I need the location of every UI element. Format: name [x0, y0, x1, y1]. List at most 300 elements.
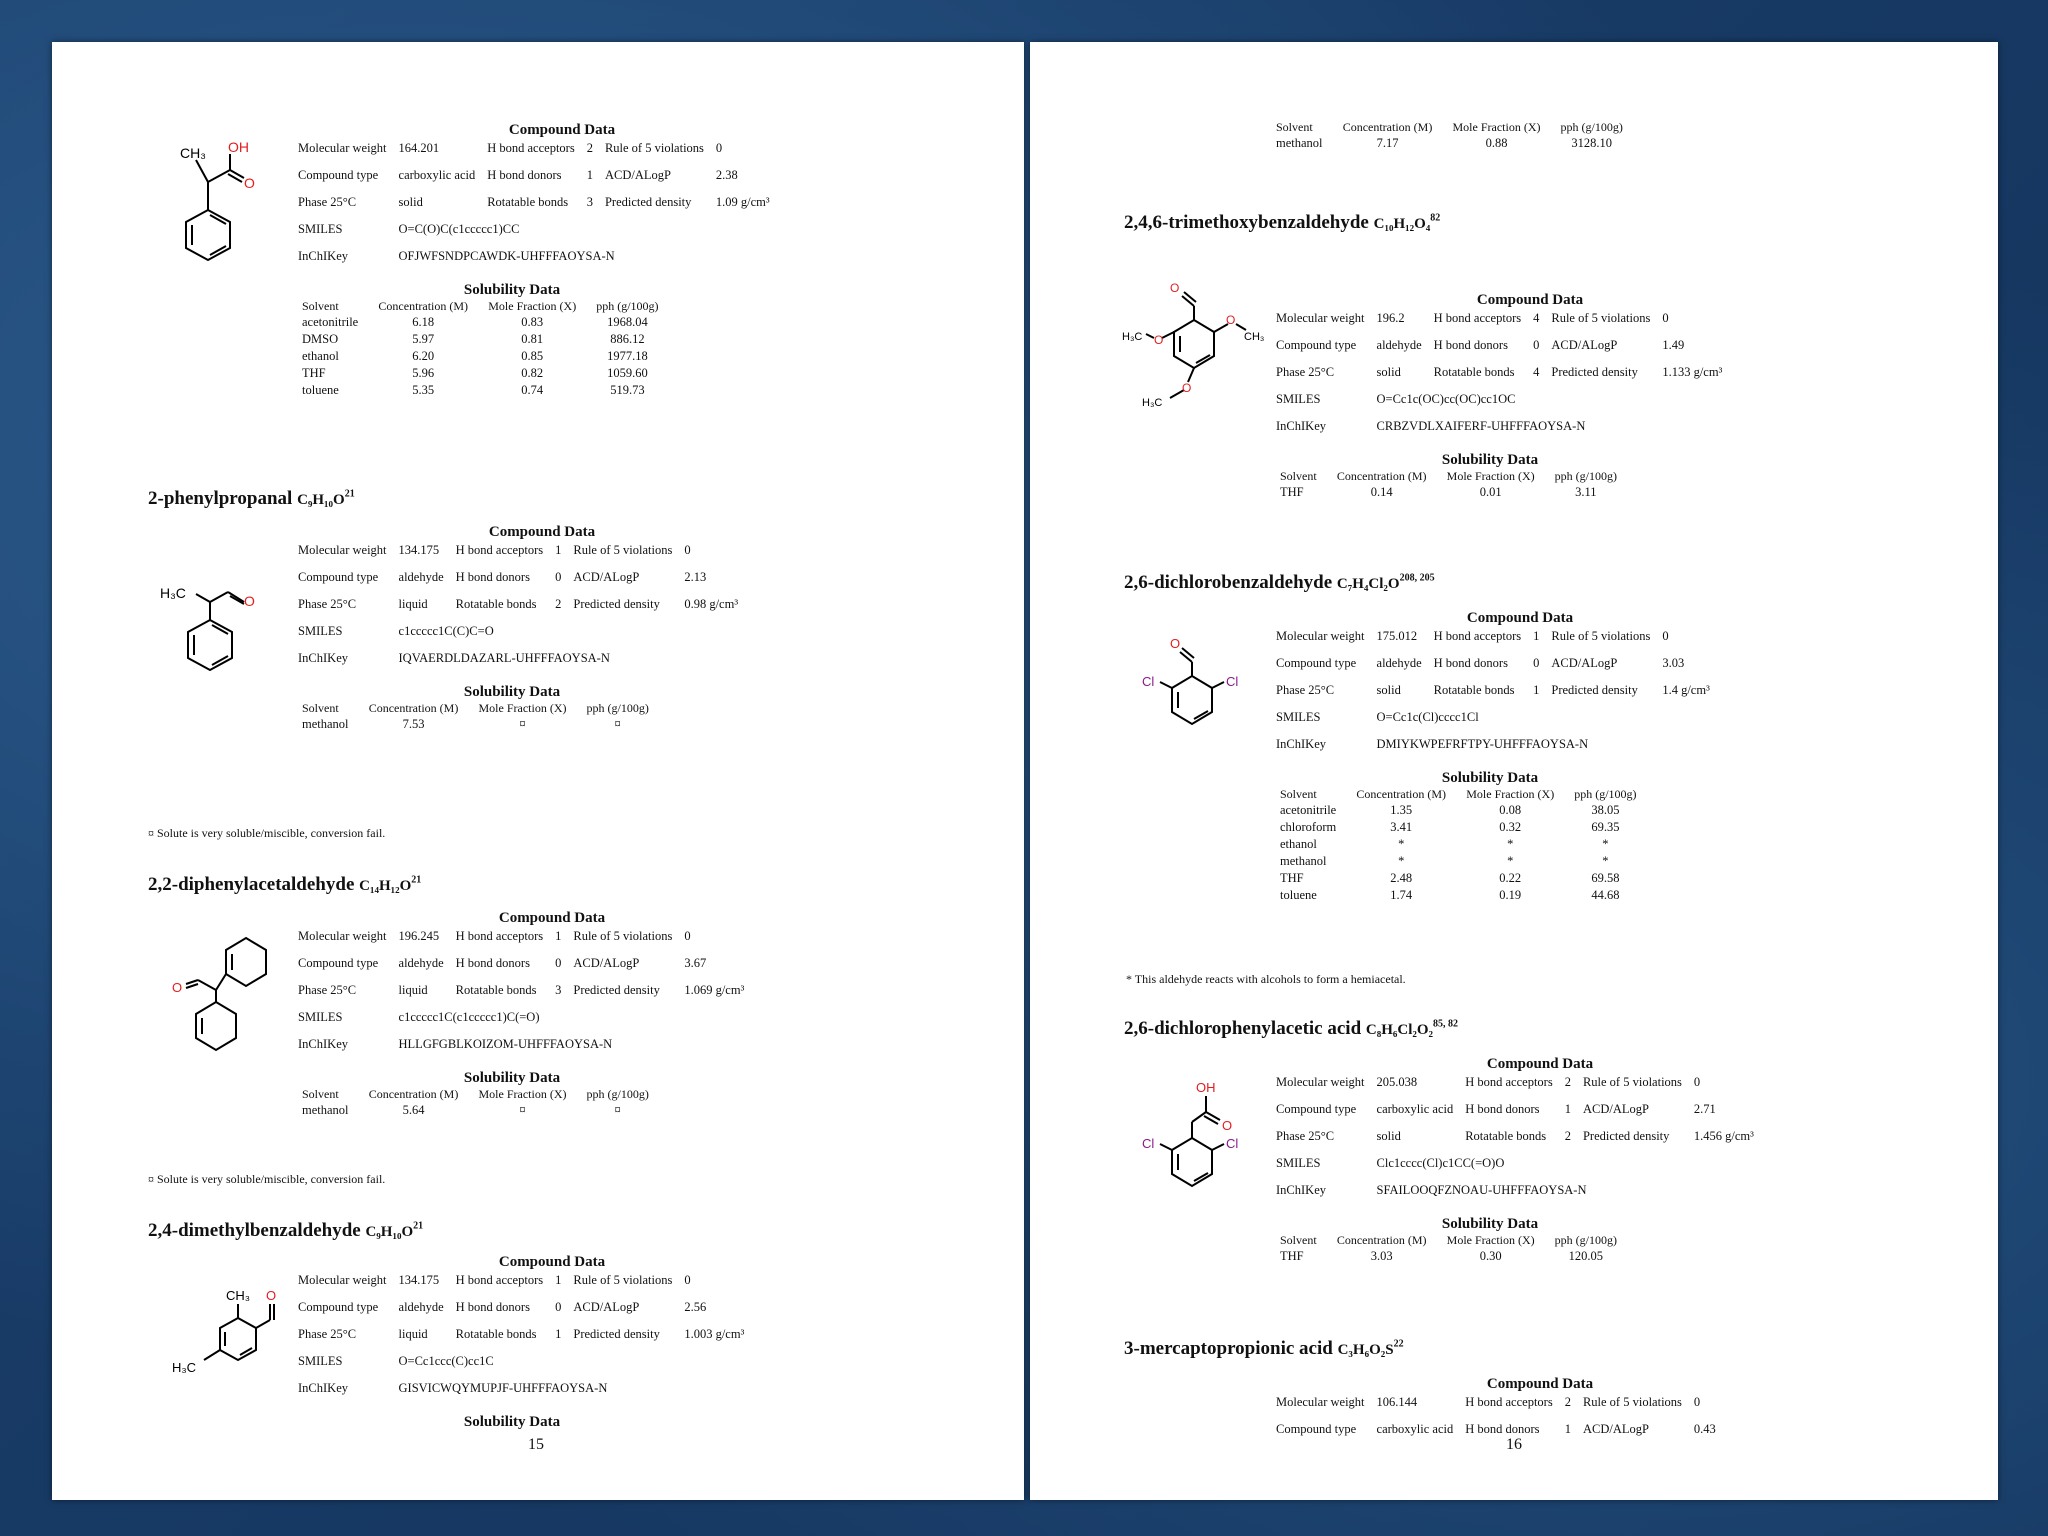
cell: 1: [555, 929, 562, 943]
o-label: O: [1170, 636, 1181, 651]
compound-entry-2-6-dichlorophenylacetic-acid: [1270, 1056, 1890, 1265]
structure-2-phenylbutanoic-acid: [170, 130, 290, 320]
o-label: O: [1154, 333, 1164, 347]
table-row: [292, 927, 750, 954]
cell: THF: [302, 366, 326, 380]
table-row: [1270, 1100, 1760, 1127]
h3c-label: H₃C: [160, 585, 186, 601]
cell: 3.03: [1370, 1249, 1393, 1263]
col-header: pph (g/100g): [1560, 120, 1623, 134]
solubility-data-title: Solubility Data: [1441, 1216, 1539, 1232]
cell: THF: [1280, 1249, 1304, 1263]
cl-label: Cl: [1142, 674, 1155, 689]
cell: Phase 25°C: [1276, 365, 1335, 379]
cell: ¤: [519, 1103, 526, 1117]
compound-entry-0: [292, 122, 912, 399]
cell: Rule of 5 violations: [573, 929, 673, 943]
formula: C₉H₁₀O: [297, 492, 345, 508]
table-row: [1270, 336, 1728, 363]
table-row: [292, 568, 744, 595]
cell: Molecular weight: [298, 1273, 387, 1287]
cell: 0: [1533, 338, 1540, 352]
cell: solid: [398, 195, 423, 209]
cell: Predicted density: [1551, 683, 1638, 697]
col-header: Mole Fraction (X): [478, 1087, 567, 1101]
table-row: [1270, 802, 1647, 819]
cell: 4: [1533, 365, 1540, 379]
solubility-data-title: Solubility Data: [463, 1070, 561, 1086]
col-header: pph (g/100g): [1554, 469, 1617, 483]
col-header: Mole Fraction (X): [1466, 787, 1555, 801]
table-row: [292, 1102, 659, 1119]
solubility-table: [292, 299, 669, 399]
o-label: O: [1182, 381, 1192, 395]
cell: 2.38: [715, 168, 738, 182]
cell: ethanol: [1280, 837, 1317, 851]
cell: 3.11: [1575, 485, 1597, 499]
col-header: Concentration (M): [378, 299, 469, 313]
h3c-label: H₃C: [1142, 397, 1163, 409]
compound-data-table: [1270, 1393, 1722, 1447]
solubility-continuation: [1266, 120, 1633, 152]
cell: methanol: [1276, 136, 1323, 150]
cell: 3.03: [1662, 656, 1685, 670]
cell: aldehyde: [1376, 656, 1422, 670]
cell: 3.41: [1390, 820, 1413, 834]
cell: ¤: [519, 717, 526, 731]
reference: 21: [344, 488, 355, 500]
cell: 0.14: [1370, 485, 1393, 499]
formula: C₁₀H₁₂O₄: [1373, 216, 1431, 232]
cell: ACD/ALogP: [573, 1300, 640, 1314]
cell: 5.35: [412, 383, 435, 397]
cell: 0.19: [1499, 888, 1522, 902]
cell: 0: [1662, 311, 1669, 325]
compound-data-table: [1270, 1073, 1760, 1208]
table-row: [292, 1352, 750, 1379]
compound-data-title: Compound Data: [1476, 292, 1584, 308]
cell: Rule of 5 violations: [573, 543, 673, 557]
compound-entry-2-2-diphenylacetaldehyde: [292, 910, 912, 1119]
table-row: [1270, 853, 1647, 870]
cell: Rotatable bonds: [455, 983, 537, 997]
cell: InChIKey: [1276, 1183, 1326, 1197]
compound-title: [1124, 212, 1440, 234]
cell: 7.17: [1376, 136, 1399, 150]
table-row: [1270, 681, 1716, 708]
table-header: [292, 299, 669, 314]
cell: 1: [1564, 1102, 1571, 1116]
formula: C₇H₄Cl₂O: [1336, 576, 1400, 592]
table-row: [1270, 654, 1716, 681]
cell: 106.144: [1376, 1395, 1418, 1409]
inchikey-value: GISVICWQYMUPJF-UHFFFAOYSA-N: [398, 1381, 608, 1395]
cell: 2: [1564, 1075, 1571, 1089]
cell: H bond donors: [1465, 1102, 1540, 1116]
table-row: [292, 954, 750, 981]
structure-2-6-dichlorophenylacetic-acid: [1130, 1072, 1260, 1202]
smiles-value: Clc1cccc(Cl)c1CC(=O)O: [1376, 1156, 1505, 1170]
compound-title: [1124, 1338, 1404, 1360]
cell: 0.82: [521, 366, 544, 380]
cell: 1: [555, 543, 562, 557]
cell: ACD/ALogP: [604, 168, 671, 182]
col-header: Concentration (M): [368, 1087, 459, 1101]
table-header: [1270, 469, 1627, 484]
cell: 0: [1662, 629, 1669, 643]
cell: 3: [586, 195, 593, 209]
cell: *: [1507, 837, 1514, 851]
cell: Molecular weight: [1276, 1075, 1365, 1089]
table-row: [1270, 1154, 1760, 1181]
compound-data-title: Compound Data: [1466, 610, 1574, 626]
table-row: [292, 1035, 750, 1062]
cell: *: [1398, 837, 1405, 851]
cell: liquid: [398, 597, 428, 611]
cell: ACD/ALogP: [573, 956, 640, 970]
cell: 0: [555, 1300, 562, 1314]
document-page-15: [52, 42, 1024, 1500]
table-row: [292, 595, 744, 622]
cell: H bond donors: [1465, 1422, 1540, 1436]
cell: Compound type: [298, 1300, 379, 1314]
cell: 0.81: [521, 332, 544, 346]
compound-data-title: Compound Data: [498, 1254, 606, 1270]
compound-name: 2,4,6-trimethoxybenzaldehyde: [1124, 212, 1369, 233]
table-row: [292, 193, 776, 220]
cell: 0.30: [1479, 1249, 1502, 1263]
cell: solid: [1376, 365, 1401, 379]
solubility-table: [1266, 120, 1633, 152]
structure-2-4-6-trimethoxybenzaldehyde: [1122, 272, 1272, 432]
cell: 0.88: [1485, 136, 1508, 150]
smiles-value: O=Cc1ccc(C)cc1C: [398, 1354, 494, 1368]
reference: 21: [411, 874, 422, 886]
cell: Rotatable bonds: [1465, 1129, 1547, 1143]
table-header: [292, 1087, 659, 1102]
cell: 0: [555, 570, 562, 584]
cell: H bond donors: [455, 956, 530, 970]
cell: 0.85: [521, 349, 544, 363]
cell: 0: [715, 141, 723, 155]
cell: carboxylic acid: [398, 168, 476, 182]
cell: Rotatable bonds: [487, 195, 569, 209]
table-row: [292, 1325, 750, 1352]
cell: 120.05: [1568, 1249, 1603, 1263]
compound-data-table: [292, 139, 776, 274]
cell: 134.175: [398, 543, 440, 557]
cell: Rule of 5 violations: [604, 141, 704, 155]
oh-label: OH: [228, 139, 249, 155]
structure-2-phenylpropanal: [152, 580, 292, 705]
cell: H bond acceptors: [1465, 1395, 1553, 1409]
reference: 21: [413, 1220, 424, 1232]
smiles-value: O=Cc1c(Cl)cccc1Cl: [1376, 710, 1479, 724]
formula: C₁₄H₁₂O: [359, 878, 412, 894]
cell: Compound type: [298, 956, 379, 970]
cell: 44.68: [1591, 888, 1620, 902]
solubility-table: [1270, 469, 1627, 501]
cell: 38.05: [1591, 803, 1620, 817]
table-row: [1270, 836, 1647, 853]
solubility-table: [1270, 787, 1647, 904]
cell: 1.003 g/cm³: [684, 1327, 745, 1341]
cell: *: [1602, 837, 1609, 851]
cell: 0.22: [1499, 871, 1522, 885]
table-row: [292, 314, 669, 331]
cell: Predicted density: [604, 195, 692, 209]
reference: 22: [1393, 1338, 1404, 1350]
cell: 1977.18: [607, 349, 648, 363]
cell: 2.48: [1390, 871, 1413, 885]
cell: 1.4 g/cm³: [1662, 683, 1710, 697]
compound-title: [148, 1220, 423, 1242]
table-row: [1270, 363, 1728, 390]
table-header: [1266, 120, 1633, 135]
cell: ACD/ALogP: [1551, 338, 1618, 352]
compound-name: 2,6-dichlorophenylacetic acid: [1124, 1018, 1362, 1039]
cell: Predicted density: [573, 983, 660, 997]
cell: 0: [684, 929, 691, 943]
col-header: pph (g/100g): [596, 299, 659, 313]
cell: 519.73: [610, 383, 645, 397]
compound-name: 2,4-dimethylbenzaldehyde: [148, 1220, 361, 1241]
footnote: ¤ Solute is very soluble/miscible, conversion fail.: [148, 826, 386, 840]
table-row: [292, 247, 776, 274]
cell: 3.67: [684, 956, 707, 970]
cell: Rule of 5 violations: [1582, 1075, 1682, 1089]
table-row: [292, 331, 669, 348]
formula: C₈H₆Cl₂O₂: [1365, 1022, 1434, 1038]
table-row: [1270, 1181, 1760, 1208]
cell: 1: [555, 1273, 562, 1287]
reference: 85, 82: [1433, 1018, 1459, 1030]
cell: Rule of 5 violations: [1551, 311, 1651, 325]
o-label: O: [1226, 313, 1236, 327]
formula: C₃H₆O₂S: [1337, 1342, 1394, 1358]
cell: Compound type: [1276, 656, 1357, 670]
solubility-table: [292, 701, 659, 733]
table-row: [292, 1008, 750, 1035]
solubility-data-title: Solubility Data: [463, 282, 561, 298]
cell: toluene: [302, 383, 339, 397]
cell: 196.2: [1376, 311, 1405, 325]
o-label: O: [244, 175, 255, 191]
col-header: pph (g/100g): [586, 1087, 649, 1101]
compound-name: 2-phenylpropanal: [148, 488, 293, 509]
cell: DMSO: [302, 332, 339, 346]
compound-entry-3-mercaptopropionic-acid: [1270, 1376, 1890, 1447]
solubility-data-title: Solubility Data: [1441, 770, 1539, 786]
cell: 4: [1533, 311, 1540, 325]
cell: H bond donors: [455, 1300, 530, 1314]
oh-label: OH: [1196, 1080, 1216, 1095]
table-header: [1270, 787, 1647, 802]
table-row: [1270, 870, 1647, 887]
cell: Predicted density: [1582, 1129, 1670, 1143]
smiles-value: c1ccccc1C(c1ccccc1)C(=O): [398, 1010, 540, 1024]
h3c-label: H₃C: [1122, 331, 1143, 343]
compound-entry-2-phenylpropanal: [292, 524, 912, 733]
cell: acetonitrile: [302, 315, 359, 329]
compound-data-table: [292, 927, 750, 1062]
cell: 1968.04: [607, 315, 648, 329]
cell: 0.83: [521, 315, 544, 329]
cell: 0: [684, 1273, 691, 1287]
solubility-data-title: Solubility Data: [463, 1414, 561, 1430]
cell: H bond acceptors: [455, 929, 544, 943]
cell: 3: [555, 983, 562, 997]
cell: 205.038: [1376, 1075, 1418, 1089]
cell: 6.20: [412, 349, 435, 363]
compound-data-table: [1270, 627, 1716, 762]
compound-entry-2-4-6-trimethoxybenzaldehyde: [1270, 292, 1890, 501]
compound-data-title: Compound Data: [1486, 1056, 1594, 1072]
solubility-table: [1270, 1233, 1627, 1265]
col-header: Mole Fraction (X): [1452, 120, 1541, 134]
formula: C₉H₁₀O: [365, 1224, 414, 1240]
page-number: 16: [1506, 1436, 1522, 1453]
cell: Phase 25°C: [298, 597, 357, 611]
col-header: Solvent: [302, 299, 339, 313]
cell: 1.49: [1662, 338, 1685, 352]
cell: 1.74: [1390, 888, 1413, 902]
table-row: [292, 622, 744, 649]
cell: 0.98 g/cm³: [684, 597, 739, 611]
footnote: ¤ Solute is very soluble/miscible, conversion fail.: [148, 1172, 386, 1186]
cell: ¤: [614, 717, 621, 731]
cell: Compound type: [298, 570, 379, 584]
cell: Rotatable bonds: [1433, 683, 1515, 697]
col-header: pph (g/100g): [586, 701, 649, 715]
cell: 134.175: [398, 1273, 440, 1287]
table-row: [292, 981, 750, 1008]
table-row: [1270, 1127, 1760, 1154]
col-header: Solvent: [1280, 469, 1317, 483]
compound-data-title: Compound Data: [1486, 1376, 1594, 1392]
col-header: Solvent: [302, 701, 339, 715]
col-header: Concentration (M): [368, 701, 459, 715]
cell: Rule of 5 violations: [1582, 1395, 1682, 1409]
cell: solid: [1376, 1129, 1401, 1143]
compound-entry-2-4-dimethylbenzaldehyde: [292, 1254, 912, 1431]
o-label: O: [1170, 281, 1180, 295]
cell: Phase 25°C: [298, 195, 357, 209]
table-row: [292, 382, 669, 399]
cell: Molecular weight: [298, 543, 387, 557]
col-header: Solvent: [302, 1087, 339, 1101]
cell: ACD/ALogP: [1582, 1422, 1649, 1436]
compound-data-title: Compound Data: [488, 524, 596, 540]
cell: 2: [1564, 1395, 1571, 1409]
cell: 5.96: [412, 366, 435, 380]
cell: H bond acceptors: [1465, 1075, 1553, 1089]
cell: aldehyde: [398, 570, 444, 584]
cell: 0.43: [1693, 1422, 1716, 1436]
compound-entry-2-6-dichlorobenzaldehyde: [1270, 610, 1890, 904]
cell: 1: [555, 1327, 562, 1341]
table-row: [1270, 1420, 1722, 1447]
cl-label: Cl: [1226, 1136, 1239, 1151]
cell: Phase 25°C: [298, 1327, 357, 1341]
cell: 0.32: [1499, 820, 1522, 834]
cell: liquid: [398, 1327, 428, 1341]
col-header: pph (g/100g): [1554, 1233, 1617, 1247]
compound-data-table: [292, 1271, 750, 1406]
col-header: Solvent: [1276, 120, 1313, 134]
table-header: [292, 701, 659, 716]
footnote: * This aldehyde reacts with alcohols to form a hemiacetal.: [1126, 972, 1406, 986]
cell: H bond donors: [455, 570, 530, 584]
cell: 0: [555, 956, 562, 970]
cell: *: [1398, 854, 1405, 868]
solubility-data-title: Solubility Data: [463, 684, 561, 700]
cell: Predicted density: [1551, 365, 1638, 379]
cell: Rotatable bonds: [1433, 365, 1515, 379]
col-header: Concentration (M): [1356, 787, 1447, 801]
table-row: [292, 365, 669, 382]
table-row: [292, 348, 669, 365]
h3c-label: H₃C: [172, 1360, 197, 1375]
cell: 0: [1533, 656, 1540, 670]
table-row: [1270, 309, 1728, 336]
cell: H bond acceptors: [455, 1273, 544, 1287]
cell: ACD/ALogP: [573, 570, 640, 584]
table-row: [1270, 819, 1647, 836]
cell: 69.35: [1591, 820, 1620, 834]
compound-data-title: Compound Data: [508, 122, 616, 138]
cell: ACD/ALogP: [1582, 1102, 1649, 1116]
smiles-value: c1ccccc1C(C)C=O: [398, 624, 494, 638]
cell: 2.13: [684, 570, 707, 584]
col-header: Concentration (M): [1336, 469, 1427, 483]
cell: 164.201: [398, 141, 440, 155]
structure-2-2-diphenylacetaldehyde: [162, 930, 302, 1055]
cell: 3128.10: [1571, 136, 1612, 150]
cell: THF: [1280, 485, 1304, 499]
cell: 175.012: [1376, 629, 1418, 643]
table-row: [292, 541, 744, 568]
cell: H bond donors: [1433, 338, 1508, 352]
cell: 0.74: [521, 383, 544, 397]
table-row: [1270, 484, 1627, 501]
cell: ACD/ALogP: [1551, 656, 1618, 670]
cell: solid: [1376, 683, 1401, 697]
cell: 1.133 g/cm³: [1662, 365, 1723, 379]
cell: Predicted density: [573, 1327, 660, 1341]
cell: 886.12: [610, 332, 645, 346]
ch3-label: CH₃: [1244, 331, 1265, 343]
cell: H bond donors: [487, 168, 562, 182]
cell: InChIKey: [298, 249, 348, 263]
cell: 1.35: [1390, 803, 1413, 817]
table-row: [292, 220, 776, 247]
document-page-16: [1030, 42, 1998, 1500]
table-row: [292, 1271, 750, 1298]
cell: 5.97: [412, 332, 435, 346]
cell: Molecular weight: [298, 929, 387, 943]
cell: Compound type: [298, 168, 379, 182]
col-header: Concentration (M): [1342, 120, 1433, 134]
cell: Rotatable bonds: [455, 1327, 537, 1341]
compound-name: 3-mercaptopropionic acid: [1124, 1338, 1333, 1359]
cell: Rotatable bonds: [455, 597, 537, 611]
table-row: [1270, 390, 1728, 417]
cell: H bond acceptors: [1433, 629, 1522, 643]
cell: 0: [1693, 1075, 1701, 1089]
cell: Molecular weight: [1276, 311, 1365, 325]
table-row: [1270, 735, 1716, 762]
